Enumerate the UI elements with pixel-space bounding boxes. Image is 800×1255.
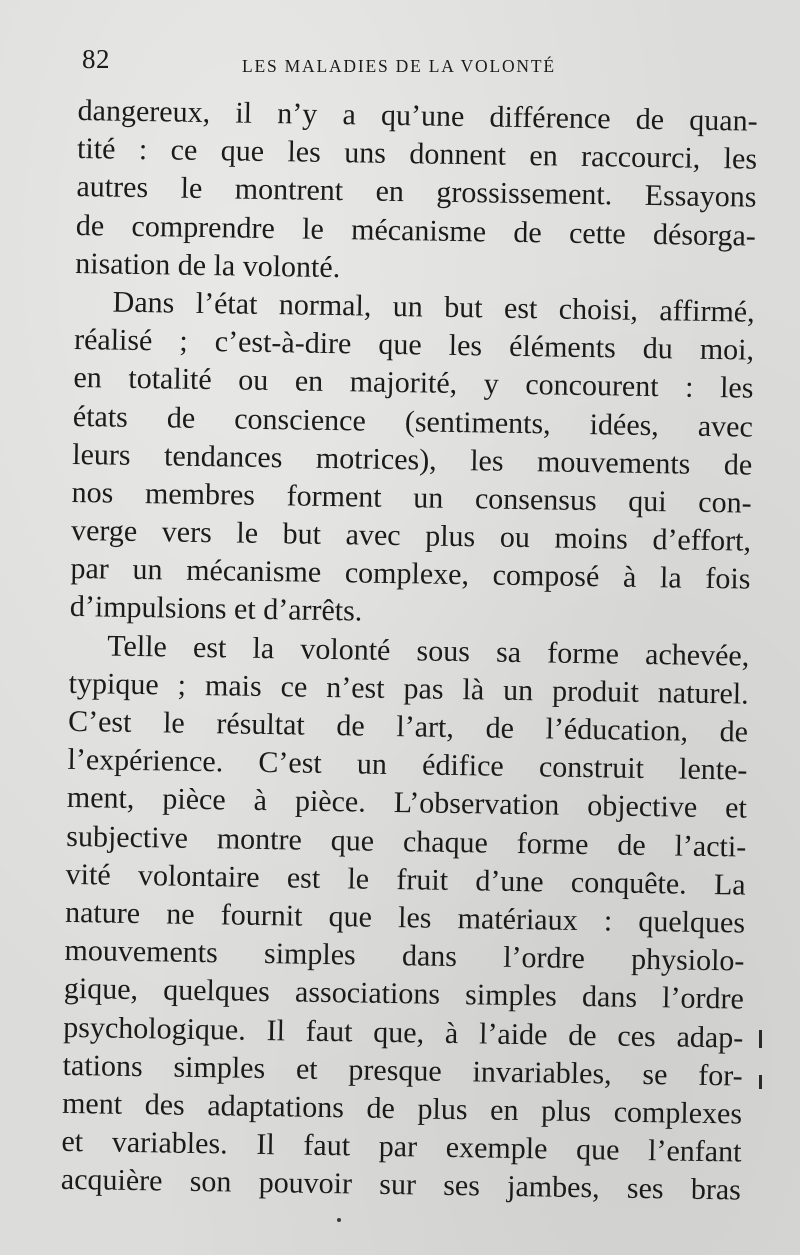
text-line: en totalité ou en majorité, y concourent : les xyxy=(73,361,754,405)
text-line: subjective montre que chaque forme de l’acti- xyxy=(66,819,747,864)
margin-mark xyxy=(759,1075,762,1089)
text-line: réalisé ; c’est-à-dire que les éléments du moi, xyxy=(73,323,755,367)
print-speck xyxy=(337,1218,341,1222)
paragraph-1 xyxy=(75,92,758,294)
text-line: par un mécanisme complexe, composé à la fois xyxy=(70,552,751,596)
text-line: gique, quelques associations simples dans l’ordre xyxy=(63,972,745,1016)
text-line: ment des adaptations de plus en plus complexes xyxy=(61,1086,743,1131)
running-title: LES MALADIES DE LA VOLONTÉ xyxy=(242,56,556,76)
text-line: typique ; mais ce n’est pas là un produit naturel. xyxy=(68,666,749,711)
text-line: et variables. Il faut par exemple que l’enfant xyxy=(61,1124,742,1169)
text-line: Dans l’état normal, un but est choisi, affirmé, xyxy=(112,285,755,329)
text-line: ment, pièce à pièce. L’observation objective et xyxy=(66,781,748,825)
text-line: nos membres forment un consensus qui con- xyxy=(71,475,752,520)
text-line: autres le montrent en grossissement. Essayons xyxy=(76,170,757,215)
text-line: Telle est la volonté sous sa forme achevée, xyxy=(107,629,750,673)
margin-mark xyxy=(759,1030,762,1048)
page-header xyxy=(82,42,750,82)
text-line: tations simples et presque invariables, se for- xyxy=(62,1048,743,1093)
text-line: psychologique. Il faut que, à l’aide de ces adap- xyxy=(63,1010,744,1055)
text-line: états de conscience (sentiments, idées, avec xyxy=(72,399,754,444)
page-number: 82 xyxy=(82,44,110,74)
text-line: C’est le résultat de l’art, de l’éducation, de xyxy=(67,704,749,749)
text-line: nisation de la volonté. xyxy=(75,246,341,284)
text-line: d’impulsions et d’arrêts. xyxy=(69,590,363,628)
text-line: leurs tendances motrices), les mouvements de xyxy=(72,437,753,482)
text-line: mouvements simples dans l’ordre physiolo- xyxy=(64,934,745,978)
text-line: tité : ce que les uns donnent en raccourci, les xyxy=(76,132,758,176)
text-line: nature ne fournit que les matériaux : quelques xyxy=(64,895,746,940)
text-line: dangereux, il n’y a qu’une différence de quan- xyxy=(77,93,758,138)
paragraph-3 xyxy=(61,627,750,1210)
text-line: verge vers le but avec plus ou moins d’effort, xyxy=(70,514,752,558)
body-text xyxy=(61,92,758,1210)
text-line: l’expérience. C’est un édifice construit lente- xyxy=(67,743,748,787)
text-line: acquière son pouvoir sur ses jambes, ses bras xyxy=(60,1163,742,1207)
text-line: de comprendre le mécanisme de cette désorga- xyxy=(75,208,757,253)
paragraph-2 xyxy=(70,283,755,637)
text-line: vité volontaire est le fruit d’une conquête. La xyxy=(65,857,746,902)
